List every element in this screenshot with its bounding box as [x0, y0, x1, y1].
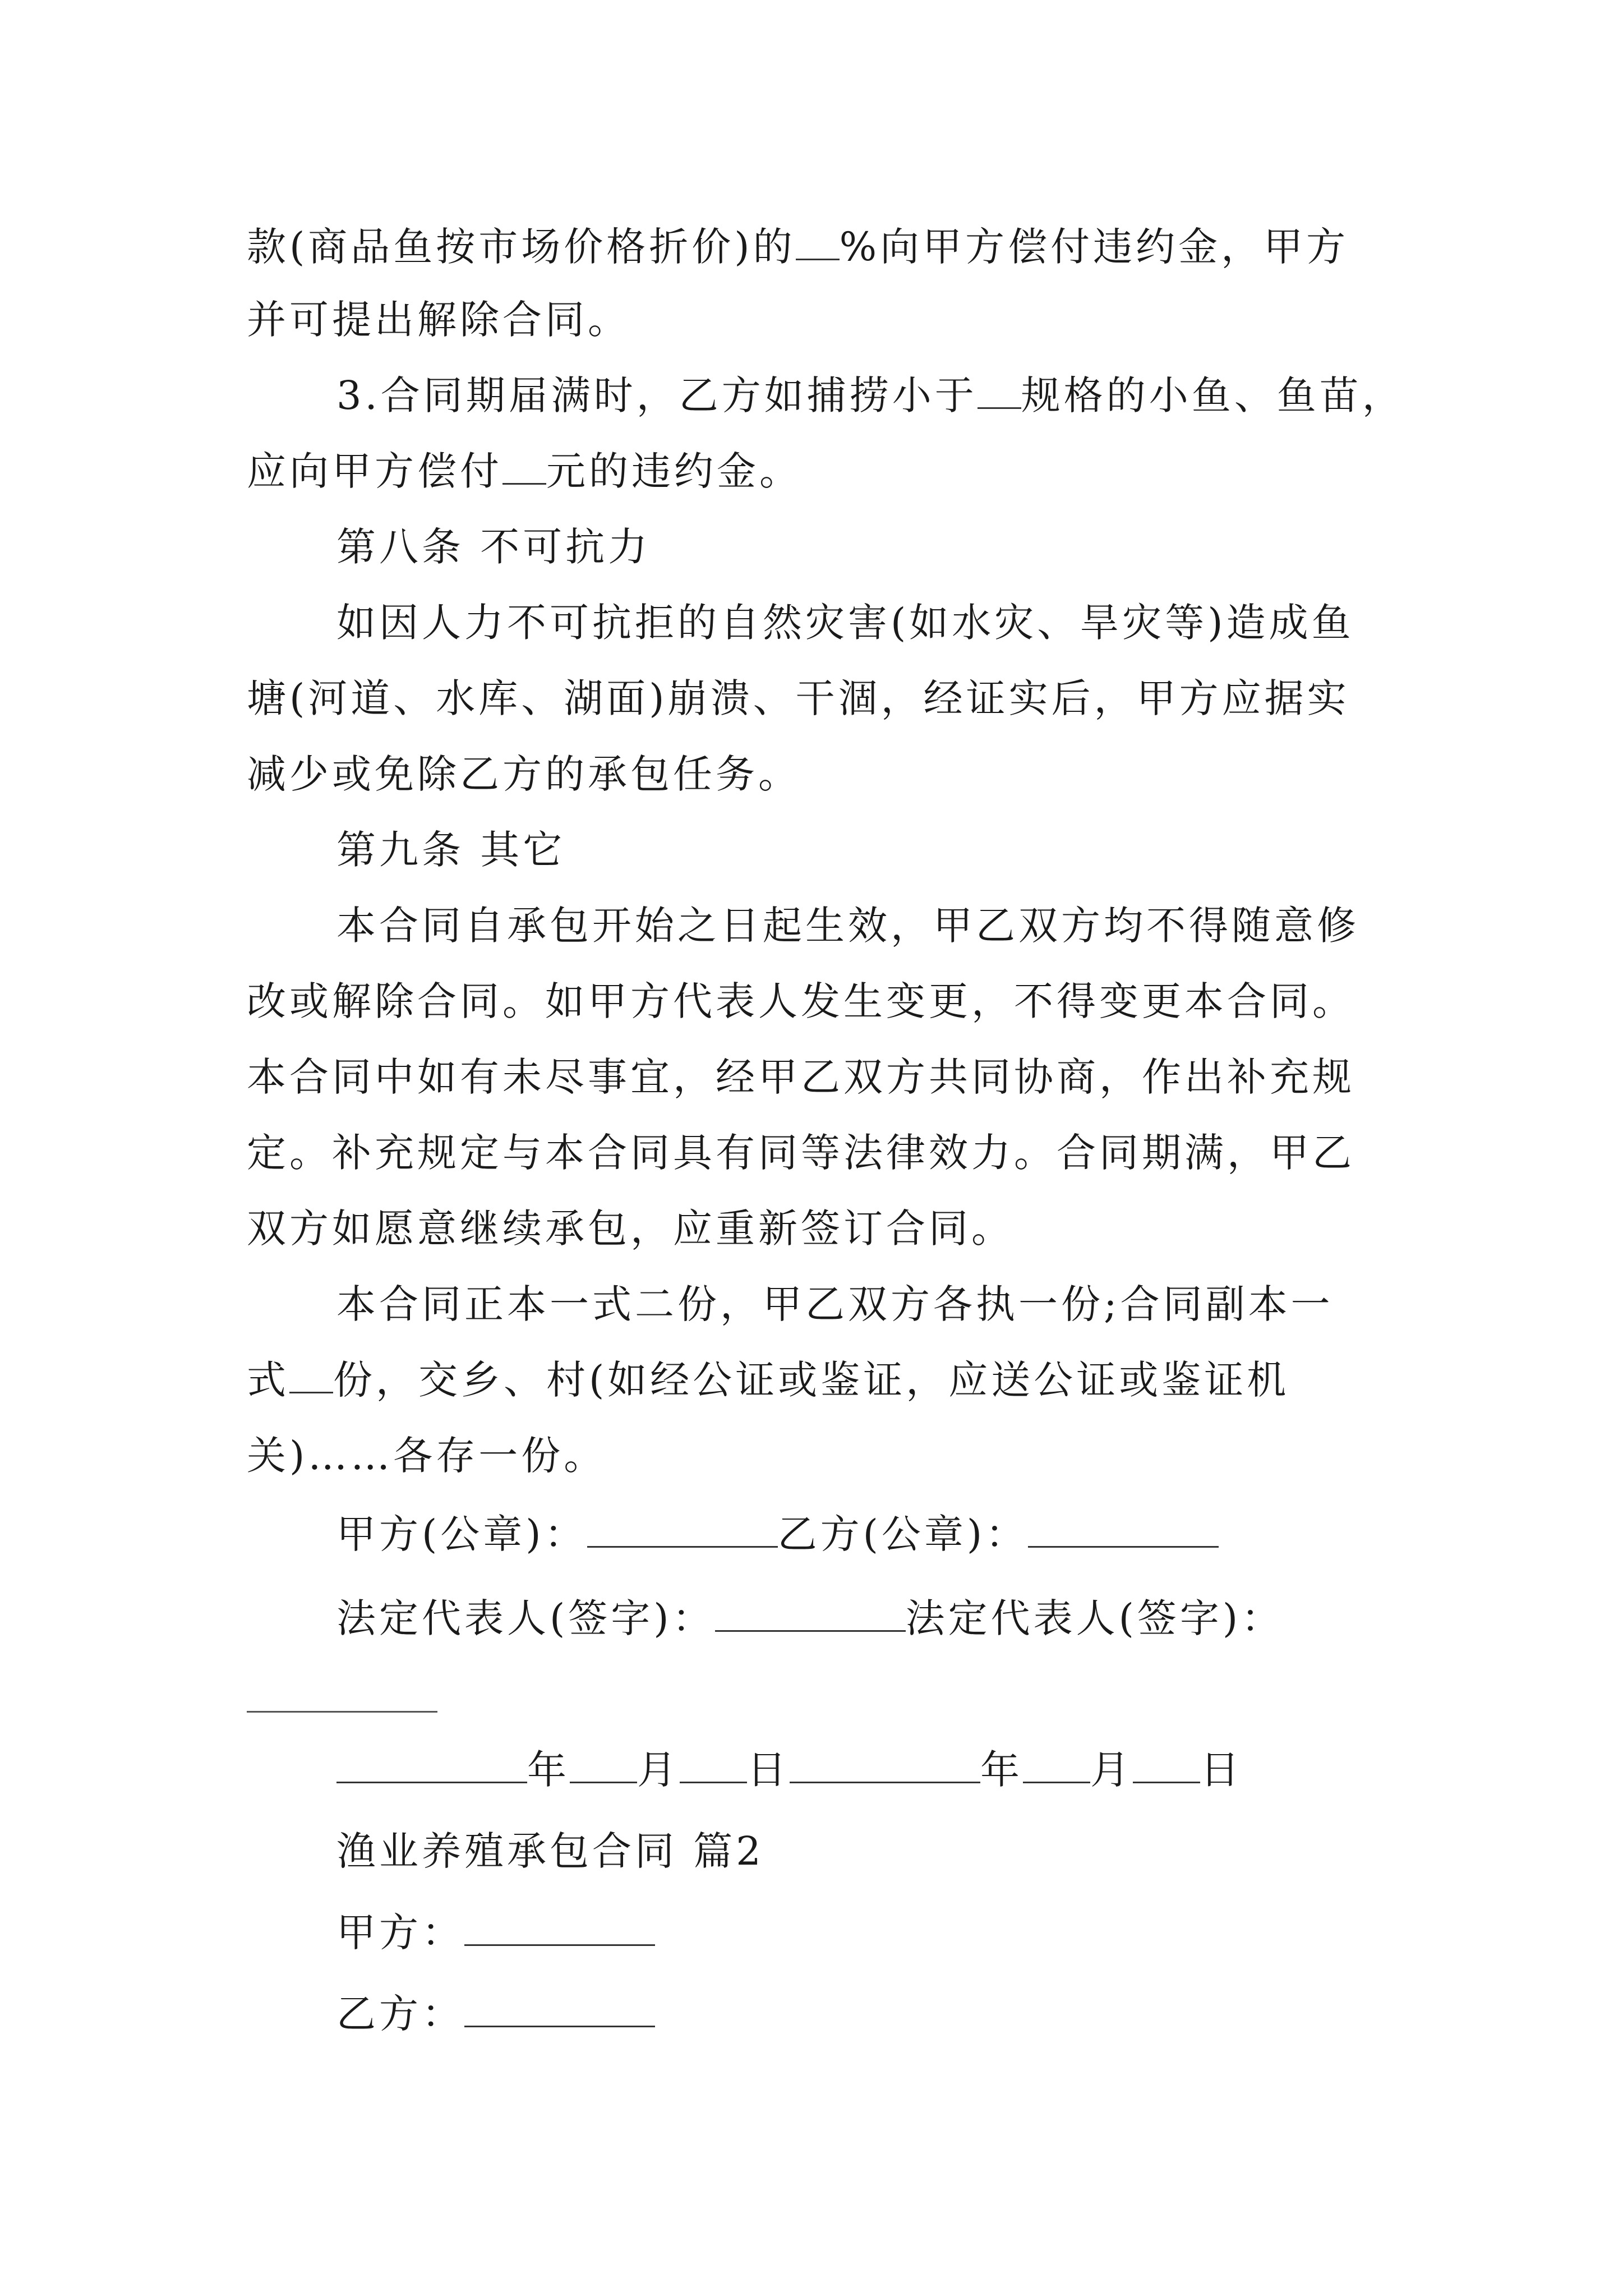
representative-line: 法定代表人(签字)： 法定代表人(签字)： — [336, 1595, 1284, 1641]
party-b-seal-blank — [1028, 1512, 1219, 1548]
party-a-blank — [464, 1911, 655, 1946]
paragraph-line: 如因人力不可抗拒的自然灾害(如水灾、旱灾等)造成鱼 — [336, 600, 1354, 646]
article-heading: 第九条 其它 — [336, 827, 566, 873]
article-heading: 第八条 不可抗力 — [336, 524, 651, 570]
paragraph-line: 3.合同期届满时，乙方如捕捞小于 规格的小鱼、鱼苗， — [336, 372, 1405, 418]
rep-a-blank — [715, 1596, 906, 1632]
paragraph-line: 款(商品鱼按市场价格折价)的 %向甲方偿付违约金，甲方 — [247, 224, 1349, 270]
month-a-blank — [570, 1748, 637, 1783]
paragraph-line: 关)……各存一份。 — [247, 1433, 607, 1479]
date-line: 年 月 日 年 月 日 — [336, 1745, 1243, 1795]
paragraph-line: 应向甲方偿付 元的违约金。 — [247, 448, 802, 494]
rep-b-blank — [247, 1711, 437, 1713]
day-a-blank — [680, 1748, 747, 1783]
date-a-blank — [336, 1748, 527, 1783]
party-a-line: 甲方： — [336, 1907, 655, 1958]
section-title: 渔业养殖承包合同 篇2 — [336, 1828, 764, 1874]
paragraph-line: 并可提出解除合同。 — [247, 297, 630, 343]
paragraph-line: 本合同正本一式二份，甲乙双方各执一份;合同副本一 — [336, 1281, 1334, 1327]
fill-blank — [289, 1358, 333, 1393]
paragraph-line: 式 份，交乡、村(如经公证或鉴证，应送公证或鉴证机 — [247, 1357, 1290, 1403]
day-b-blank — [1133, 1748, 1200, 1783]
seal-line: 甲方(公章)： 乙方(公章)： — [336, 1509, 1219, 1559]
paragraph-line: 本合同自承包开始之日起生效，甲乙双方均不得随意修 — [336, 903, 1359, 949]
paragraph-line: 塘(河道、水库、湖面)崩溃、干涸，经证实后，甲方应据实 — [247, 675, 1350, 721]
paragraph-line: 双方如愿意继续承包，应重新签订合同。 — [247, 1205, 1014, 1251]
party-b-blank — [464, 1992, 655, 2027]
paragraph-line: 减少或免除乙方的承包任务。 — [247, 751, 801, 797]
party-b-line: 乙方： — [336, 1989, 655, 2039]
party-a-seal-blank — [587, 1512, 778, 1548]
fill-blank — [796, 225, 840, 260]
paragraph-line: 改或解除合同。如甲方代表人发生变更，不得变更本合同。 — [247, 978, 1355, 1024]
fill-blank — [978, 374, 1021, 409]
paragraph-line: 本合同中如有未尽事宜，经甲乙双方共同协商，作出补充规 — [247, 1054, 1355, 1100]
month-b-blank — [1023, 1748, 1090, 1783]
paragraph-line: 定。补充规定与本合同具有同等法律效力。合同期满，甲乙 — [247, 1130, 1355, 1176]
date-b-blank — [790, 1748, 980, 1783]
fill-blank — [502, 449, 546, 485]
